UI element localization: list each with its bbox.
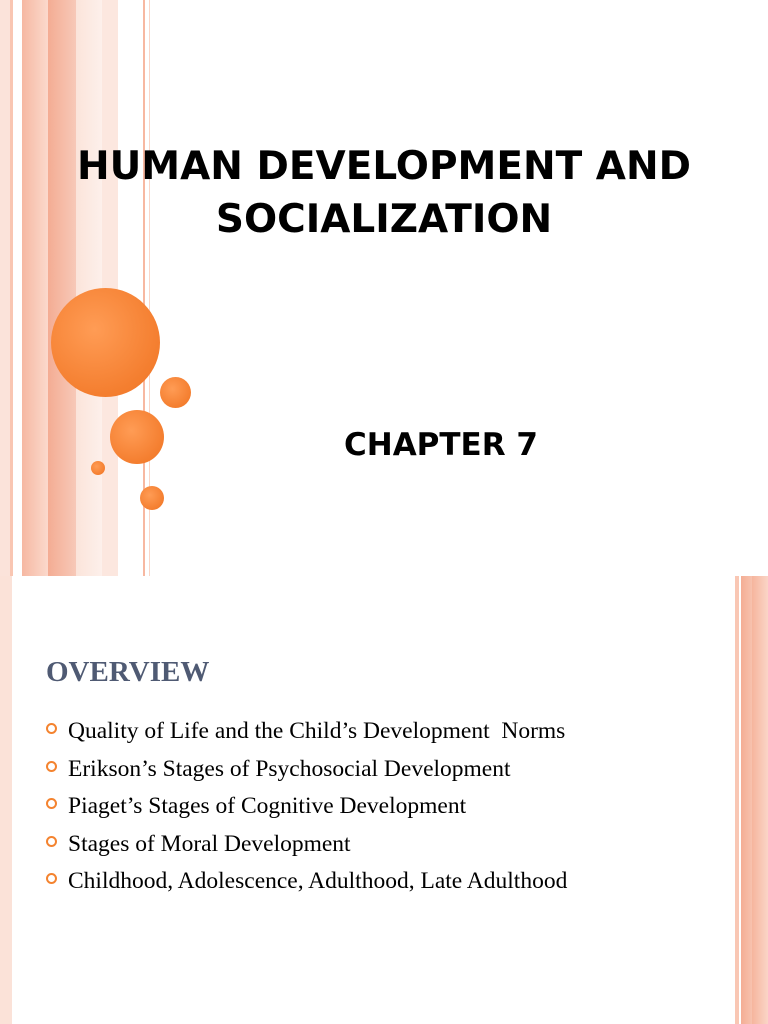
bullet-circle-icon (46, 873, 57, 884)
list-item (46, 826, 567, 864)
overview-list (46, 713, 567, 901)
decorative-left-bar (0, 576, 12, 1024)
bullet-circle-icon (46, 723, 57, 734)
list-item-text: Erikson’s Stages of Psychosocial Development (68, 755, 511, 782)
decorative-circle-tiny (91, 461, 105, 475)
decorative-circle-medium (110, 410, 164, 464)
list-item-text: Piaget’s Stages of Cognitive Development (68, 793, 467, 820)
list-item (46, 751, 567, 789)
list-item-text: Stages of Moral Development (68, 830, 351, 857)
slide-title-line2: SOCIALIZATION (215, 197, 553, 242)
list-item-text: Childhood, Adolescence, Adulthood, Late Adulthood (68, 868, 568, 895)
list-item-text: Quality of Life and the Child’s Development Norms (68, 718, 566, 745)
decorative-stripes (0, 0, 160, 576)
slide-title (30, 140, 738, 246)
overview-slide (0, 576, 768, 1024)
bullet-circle-icon (46, 761, 57, 772)
overview-heading: OVERVIEW (46, 656, 210, 688)
slide-title-line1: HUMAN DEVELOPMENT AND (76, 144, 692, 189)
list-item (46, 713, 567, 751)
slide-subtitle: CHAPTER 7 (344, 427, 538, 463)
decorative-circle-small (140, 486, 164, 510)
list-item (46, 863, 567, 901)
bullet-circle-icon (46, 798, 57, 809)
list-item (46, 788, 567, 826)
decorative-circle-large (51, 288, 160, 397)
bullet-circle-icon (46, 836, 57, 847)
decorative-circle-small (160, 377, 191, 408)
